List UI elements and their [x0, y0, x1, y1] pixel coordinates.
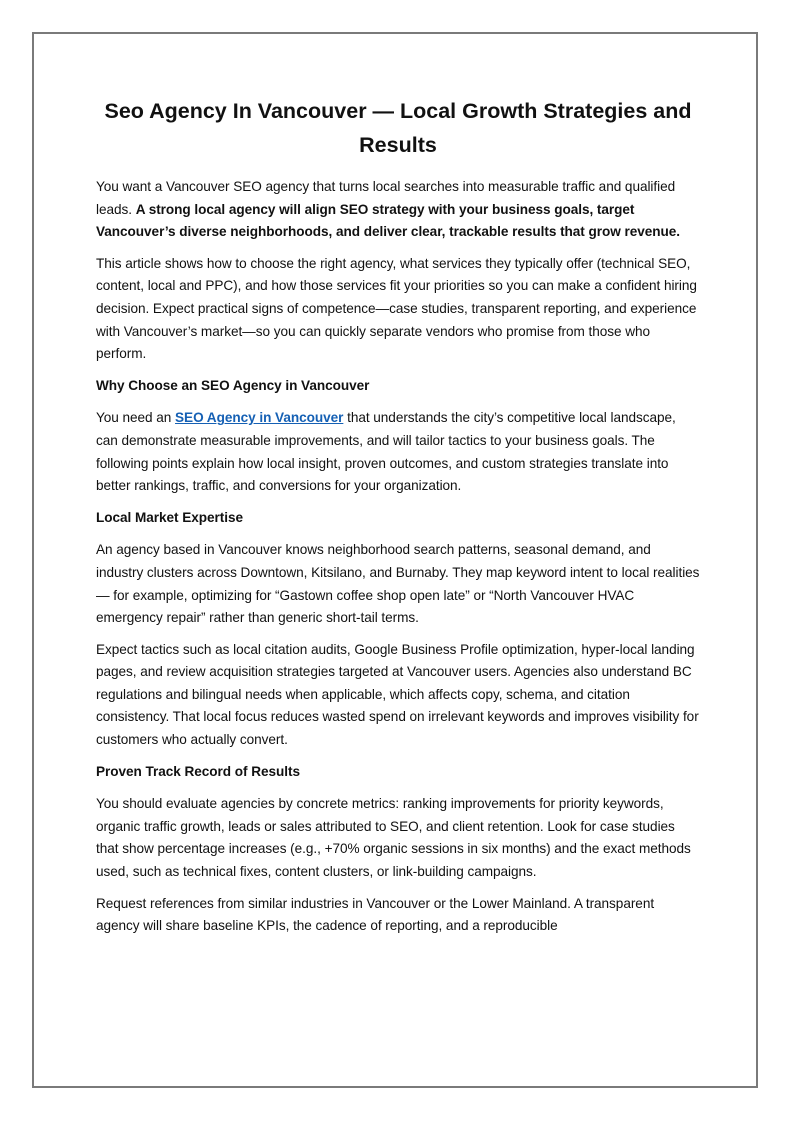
record-paragraph-2: Request references from similar industries in Vancouver or the Lower Mainland. A transparent agency will share baseline KPIs, the cadence of reporting, and a reproducible [96, 895, 655, 934]
local-paragraph-2: Expect tactics such as local citation audits, Google Business Profile optimization, hyper-local landing pages, and review acquisition strategies targeted at Vancouver users. Agencies also understand BC regulations and bilingual needs when applicable, which affects copy, schema, and citation consistency. That local focus reduces wasted spend on irrelevant keywords and improves visibility for customers who actually convert. [96, 641, 699, 748]
intro-lead-text: You want a Vancouver SEO agency that turns local searches into measurable traffic and qualified leads. [96, 179, 676, 217]
seo-agency-link[interactable]: SEO Agency in Vancouver [175, 410, 344, 426]
record-paragraph-1: You should evaluate agencies by concrete metrics: ranking improvements for priority keywords, organic traffic growth, leads or sales attributed to SEO, and client retention. Look for case studies that show percentage increases (e.g., +70% organic sessions in six months) and the exact methods used, such as technical fixes, content clusters, or link-building campaigns. [96, 796, 691, 880]
section-heading-why: Why Choose an SEO Agency in Vancouver [96, 377, 370, 393]
document-body [96, 94, 700, 947]
intro-bold-text: A strong local agency will align SEO strategy with your business goals, target Vancouver’s diverse neighborhoods, and deliver clear, trackable results that grow revenue. [96, 201, 681, 240]
intro-paragraph [96, 176, 700, 244]
page-title: Seo Agency In Vancouver — Local Growth Strategies and Results [104, 99, 692, 157]
section-heading-record: Proven Track Record of Results [96, 763, 300, 779]
intro-paragraph-2: This article shows how to choose the right agency, what services they typically offer (technical SEO, content, local and PPC), and how those services fit your priorities so you can make a confident hiring decision. Expect practical signs of competence—case studies, transparent reporting, and experience with Vancouver’s market—so you can quickly separate vendors who promise from those who perform. [96, 255, 697, 362]
why-text-before-link: You need an [96, 410, 176, 426]
why-paragraph [96, 407, 700, 497]
section-heading-local: Local Market Expertise [96, 509, 243, 525]
local-paragraph-1: An agency based in Vancouver knows neighborhood search patterns, seasonal demand, and industry clusters across Downtown, Kitsilano, and Burnaby. They map keyword intent to local realities — for example, optimizing for “Gastown coffee shop open late” or “North Vancouver HVAC emergency repair” rather than generic short-tail terms. [96, 542, 700, 626]
why-text-after-link: that understands the city’s competitive local landscape, can demonstrate measurable improvements, and will tailor tactics to your business goals. The following points explain how local insight, proven outcomes, and custom strategies translate into better rankings, traffic, and conversions for your organization. [96, 410, 676, 494]
